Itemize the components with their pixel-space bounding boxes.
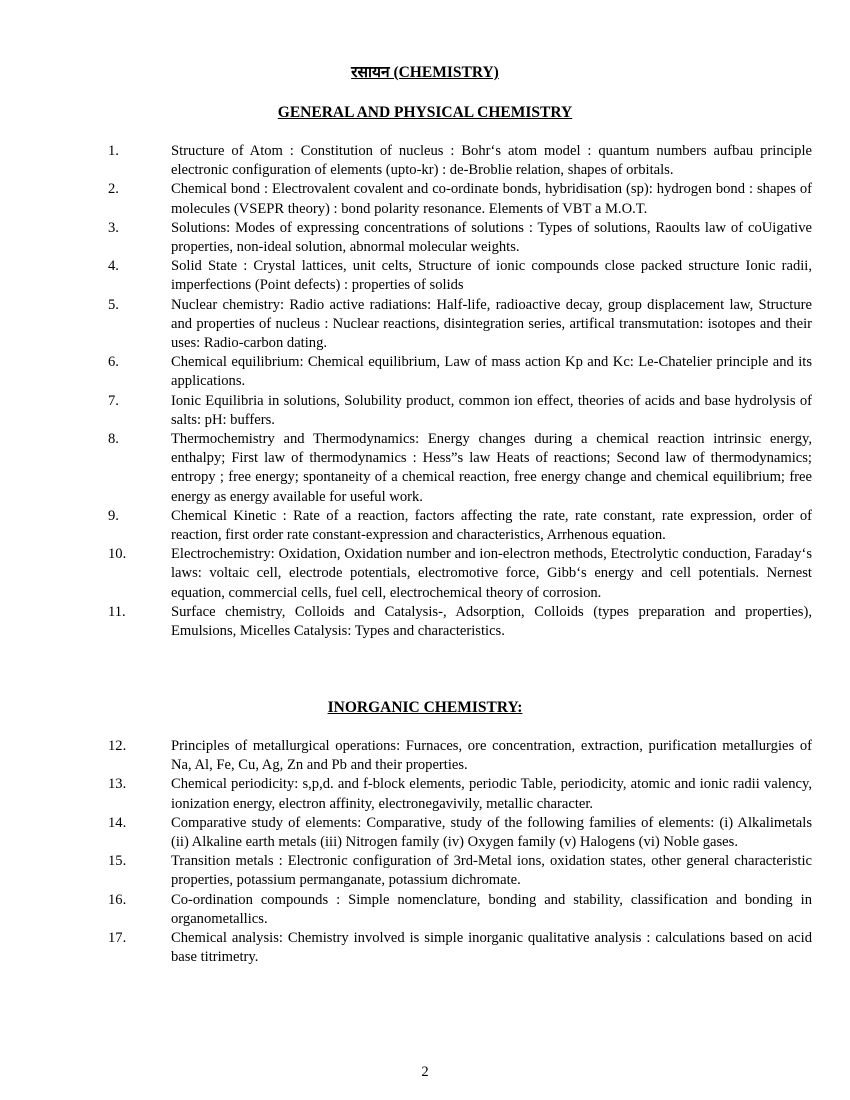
item-text: Nuclear chemistry: Radio active radiations: Half-life, radioactive decay, group displacement law, Structure and properties of nucleus : Nuclear reactions, disintegration series, artifical transmutation: isotopes and their uses: Radio-carbon dating. — [171, 296, 812, 352]
item-number: 4. — [108, 258, 119, 275]
item-number: 12. — [108, 738, 127, 754]
list-item — [108, 545, 812, 603]
item-number: 6. — [108, 354, 119, 371]
section-heading-inorganic: INORGANIC CHEMISTRY: — [327, 699, 523, 716]
item-text: Ionic Equilibria in solutions, Solubility product, common ion effect, theories of acids and base hydrolysis of salts: pH: buffers. — [171, 392, 812, 428]
item-text: Chemical bond : Electrovalent covalent and co-ordinate bonds, hybridisation (sp): hydrogen bond : shapes of molecules (VSEPR theory) : bond polarity resonance. Elements of VBT a M.O.T. — [171, 181, 812, 217]
item-number: 10. — [108, 546, 127, 563]
item-number: 9. — [108, 507, 119, 524]
item-text: Co-ordination compounds : Simple nomenclature, bonding and stability, classification and bonding in organometallics. — [171, 891, 812, 927]
list-item — [108, 852, 812, 890]
item-number: 11. — [108, 603, 126, 620]
item-text: Solutions: Modes of expressing concentrations of solutions : Types of solutions, Raoults law of coUigative properties, non-ideal solution, abnormal molecular weights. — [171, 219, 812, 256]
item-number: 1. — [108, 143, 119, 159]
inorganic-list — [108, 737, 812, 967]
list-item — [108, 353, 812, 391]
item-number: 7. — [108, 392, 119, 409]
item-text: Chemical periodicity: s,p,d. and f-block elements, periodic Table, periodicity, atomic and ionic radii valency, ionization energy, electron affinity, electronegavivily, metallic character. — [171, 776, 812, 812]
list-item — [108, 891, 812, 929]
item-number: 2. — [108, 181, 119, 198]
item-number: 5. — [108, 296, 119, 313]
item-text: Electrochemistry: Oxidation, Oxidation number and ion-electron methods, Etectrolytic conduction, Faraday‘s laws: voltaic cell, electrode potentials, electromotive force, Gibb‘s energy and cell potentials. Nernest equation, commercial cells, fuel cell, electrochemical theory of corrosion. — [171, 546, 812, 601]
item-text: Structure of Atom : Constitution of nucleus : Bohr‘s atom model : quantum numbers aufbau principle electronic configuration of elements (upto-kr) : de-Broblie relation, shapes of orbitals. — [171, 143, 812, 179]
list-item — [108, 180, 812, 218]
item-number: 17. — [108, 930, 127, 947]
item-text: Principles of metallurgical operations: Furnaces, ore concentration, extraction, purification metallurgies of Na, Al, Fe, Cu, Ag, Zn and Pb and their properties. — [171, 738, 812, 774]
list-item — [108, 737, 812, 775]
page-title: रसायन (CHEMISTRY) — [351, 64, 499, 81]
list-item — [108, 430, 812, 507]
list-item — [108, 929, 812, 967]
item-text: Chemical equilibrium: Chemical equilibrium, Law of mass action Kp and Kc: Le-Chatelier principle and its applications. — [171, 354, 812, 390]
list-item — [108, 775, 812, 813]
item-text: Transition metals : Electronic configuration of 3rd-Metal ions, oxidation states, other general characteristic properties, potassium permanganate, potassium dichromate. — [171, 853, 812, 889]
section-heading-general-physical: GENERAL AND PHYSICAL CHEMISTRY — [277, 104, 573, 121]
general-physical-list — [108, 142, 812, 641]
item-number: 15. — [108, 853, 127, 870]
list-item — [108, 814, 812, 852]
item-text: Comparative study of elements: Comparative, study of the following families of elements: (i) Alkalimetals (ii) Alkaline earth metals (iii) Nitrogen family (iv) Oxygen family (v) Halogens (vi) Noble gases. — [171, 814, 812, 851]
item-number: 13. — [108, 776, 127, 793]
page-number: 2 — [421, 1064, 429, 1080]
list-item — [108, 603, 812, 641]
item-text: Solid State : Crystal lattices, unit celts, Structure of ionic compounds close packed structure Ionic radii, imperfections (Point defects) : properties of solids — [171, 258, 812, 294]
list-item — [108, 392, 812, 430]
list-item — [108, 507, 812, 545]
item-number: 8. — [108, 431, 119, 448]
item-text: Chemical analysis: Chemistry involved is simple inorganic qualitative analysis : calculations based on acid base titrimetry. — [171, 930, 812, 966]
item-number: 16. — [108, 891, 127, 908]
item-text: Chemical Kinetic : Rate of a reaction, factors affecting the rate, rate constant, rate expression, order of reaction, first order rate constant-expression and characteristics, Arrhenous equation. — [171, 507, 812, 544]
list-item — [108, 219, 812, 257]
item-number: 14. — [108, 814, 127, 831]
list-item — [108, 142, 812, 180]
list-item — [108, 257, 812, 295]
list-item — [108, 296, 812, 354]
item-number: 3. — [108, 219, 119, 236]
item-text: Thermochemistry and Thermodynamics: Energy changes during a chemical reaction intrinsic energy, enthalpy; First law of thermodynamics : Hess”s law Heats of reactions; Second law of thermodynamics; entropy ; free energy; spontaneity of a chemical reaction, free energy change and chemical equilibrium; free energy as energy available for useful work. — [171, 431, 812, 505]
item-text: Surface chemistry, Colloids and Catalysis-, Adsorption, Colloids (types preparation and properties), Emulsions, Micelles Catalysis: Types and characteristics. — [171, 603, 812, 640]
